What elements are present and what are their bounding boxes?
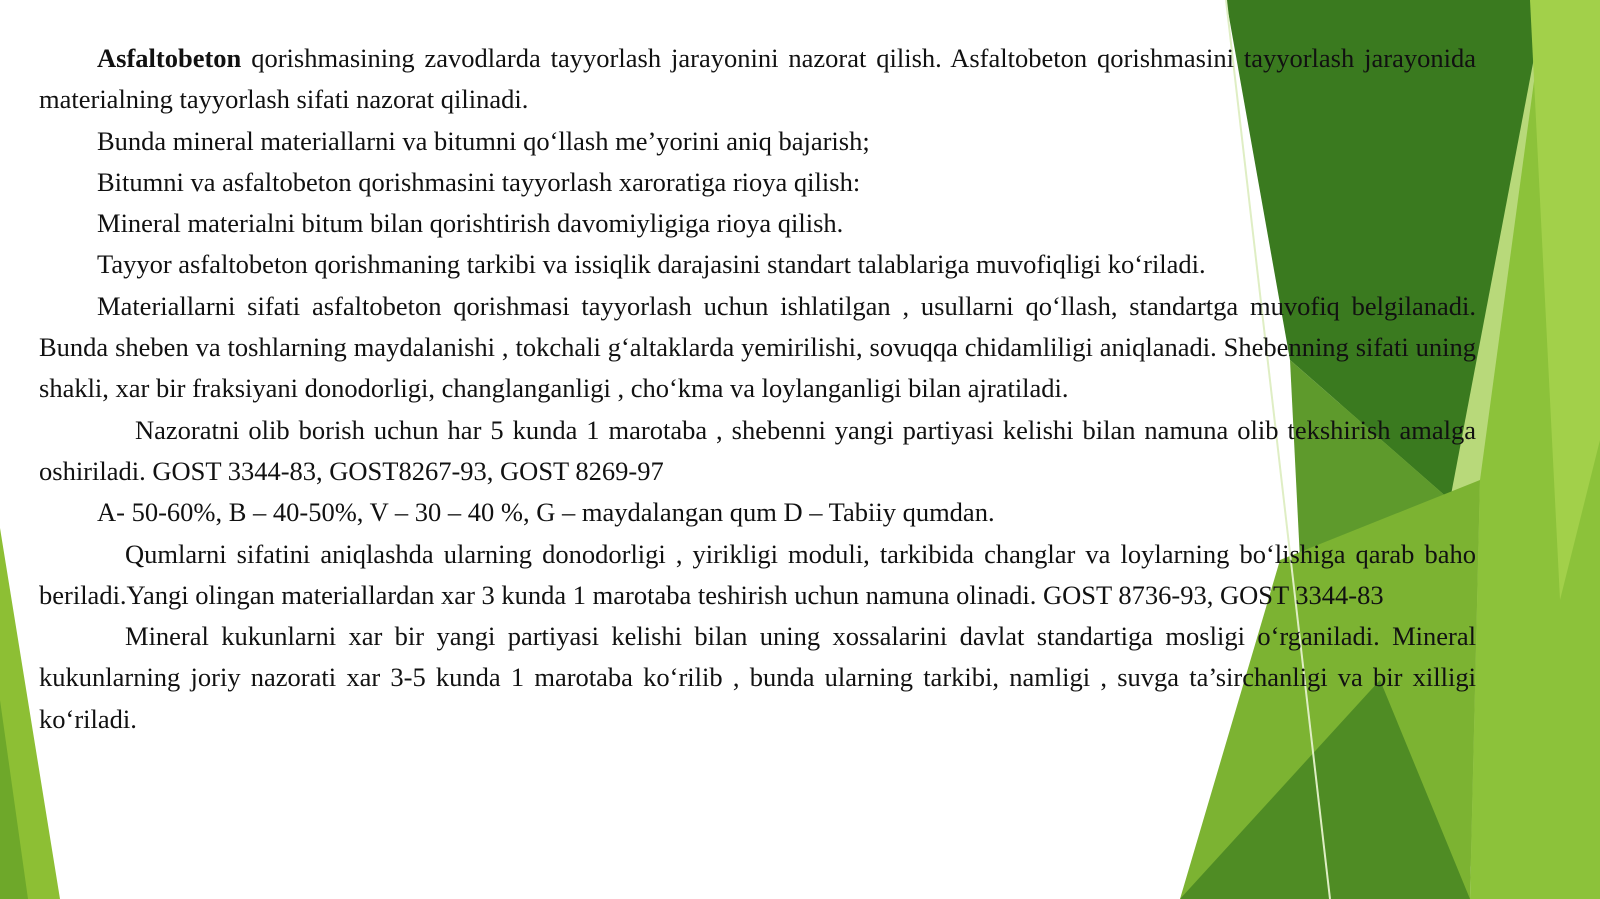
paragraph-10: Mineral kukunlarni xar bir yangi partiyasi kelishi bilan uning xossalarini davlat standartiga mosligi o‘rganiladi. Mineral kukunlarning joriy nazorati xar 3-5 kunda 1 marotaba ko‘rilib , bunda ularning tarkibi, namligi , suvga ta’sirchanligi va bir xilligi ko‘riladi. <box>39 621 1476 734</box>
paragraph-9: Qumlarni sifatini aniqlashda ularning donodorligi , yirikligi moduli, tarkibida changlar va loylarning bo‘lishiga qarab baho beriladi.Yangi olingan materiallardan xar 3 kunda 1 marotaba teshirish uchun namuna olinadi. GOST 8736-93, GOST 3344-83 <box>39 538 1476 610</box>
slide-body-text <box>39 38 1476 740</box>
paragraph-1-text: qorishmasining zavodlarda tayyorlash jarayonini nazorat qilish. Asfaltobeton qorishmasini tayyorlash jarayonida materialning tayyorlash sifati nazorat qilinadi. <box>39 43 1476 115</box>
paragraph-6: Materiallarni sifati asfaltobeton qorishmasi tayyorlash uchun ishlatilgan , usullarni qo‘llash, standartga muvofiq belgilanadi. Bunda sheben va toshlarning maydalanishi , tokchali g‘altaklarda yemirilishi, sovuqqa chidamliligi aniqlanadi. Shebenning sifati uning shakli, xar bir fraksiyani donodorligi, changlanganligi , cho‘kma va loylanganligi bilan ajratiladi. <box>39 290 1476 404</box>
paragraph-4: Mineral materialni bitum bilan qorishtirish davomiyligiga rioya qilish. <box>97 208 844 239</box>
paragraph-8: A- 50-60%, B – 40-50%, V – 30 – 40 %, G – maydalangan qum D – Tabiiy qumdan. <box>97 497 995 528</box>
paragraph-7: Nazoratni olib borish uchun har 5 kunda 1 marotaba , shebenni yangi partiyasi kelishi bilan namuna olib tekshirish amalga oshiriladi. GOST 3344-83, GOST8267-93, GOST 8269-97 <box>39 414 1476 486</box>
paragraph-5: Tayyor asfaltobeton qorishmaning tarkibi va issiqlik darajasini standart talablariga muvofiqligi ko‘riladi. <box>97 249 1206 280</box>
paragraph-2: Bunda mineral materiallarni va bitumni qo‘llash me’yorini aniq bajarish; <box>97 125 870 156</box>
paragraph-1-bold-term: Asfaltobeton <box>97 43 242 73</box>
paragraph-3: Bitumni va asfaltobeton qorishmasini tayyorlash xaroratiga rioya qilish: <box>97 166 861 197</box>
paragraph-1 <box>39 38 1476 121</box>
